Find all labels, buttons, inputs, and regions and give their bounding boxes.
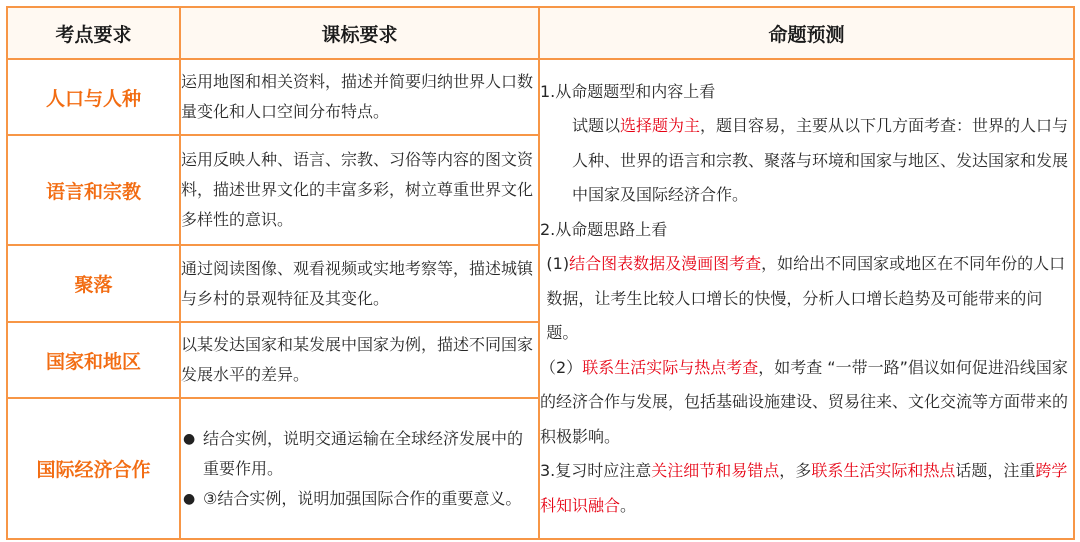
header-standard: 课标要求 bbox=[180, 7, 539, 59]
text-run: ，如考查 “一带一路”倡议如何促进沿线国家的经济合作与发展，包括基础设施建设、贸易往来、文化交流等方面带来的积极影响。 bbox=[540, 357, 1069, 446]
highlight-text: 联系生活实际与热点考查 bbox=[582, 357, 759, 377]
table-row bbox=[7, 59, 1074, 135]
prediction-heading-1: 1.从命题题型和内容上看 bbox=[540, 81, 716, 101]
text-run: 话题，注重 bbox=[955, 461, 1036, 481]
prediction-paragraph-2 bbox=[540, 247, 1073, 351]
requirement-cell: 以某发达国家和某发展中国家为例，描述不同国家发展水平的差异。 bbox=[180, 322, 539, 398]
header-topic: 考点要求 bbox=[7, 7, 180, 59]
highlight-text: 选择题为主 bbox=[620, 116, 701, 136]
text-run: ，题目容易，主要从以下几方面考查：世界的人口与人种、世界的语言和宗教、聚落与环境和国家与地区、发达国家和发展中国家及国际经济合作。 bbox=[572, 116, 1069, 205]
highlight-text: 跨学科知识融合 bbox=[540, 461, 1068, 515]
prediction-cell bbox=[539, 59, 1074, 539]
topic-cell: 语言和宗教 bbox=[7, 135, 180, 245]
topic-cell: 国家和地区 bbox=[7, 322, 180, 398]
requirement-list bbox=[181, 424, 538, 514]
prediction-paragraph-3 bbox=[540, 351, 1073, 455]
bullet-icon: ● bbox=[183, 430, 196, 447]
text-run: 。 bbox=[620, 495, 637, 515]
list-item bbox=[181, 424, 538, 484]
list-item bbox=[181, 484, 538, 514]
requirement-cell: 通过阅读图像、观看视频或实地考察等，描述城镇与乡村的景观特征及其变化。 bbox=[180, 245, 539, 322]
bullet-icon: ● bbox=[183, 490, 196, 507]
highlight-text: 联系生活实际和热点 bbox=[811, 461, 956, 481]
topic-cell: 国际经济合作 bbox=[7, 398, 180, 539]
highlight-text: 结合图表数据及漫画图考查 bbox=[569, 254, 762, 274]
header-row bbox=[7, 7, 1074, 59]
text-run: ，如给出不同国家或地区在不同年份的人口数据，让考生比较人口增长的快慢，分析人口增长趋势及可能带来的问题。 bbox=[546, 254, 1066, 343]
topic-cell: 人口与人种 bbox=[7, 59, 180, 135]
prediction-paragraph-1 bbox=[540, 109, 1073, 213]
prediction-paragraph-4 bbox=[540, 454, 1073, 523]
prediction-heading-2: 2.从命题思路上看 bbox=[540, 219, 668, 239]
text-run: ，多 bbox=[779, 461, 812, 481]
header-prediction: 命题预测 bbox=[539, 7, 1074, 59]
text-run: 试题以 bbox=[572, 116, 621, 136]
highlight-text: 关注细节和易错点 bbox=[651, 461, 780, 481]
requirement-cell bbox=[180, 398, 539, 539]
requirement-cell: 运用反映人种、语言、宗教、习俗等内容的图文资料，描述世界文化的丰富多彩，树立尊重世界文化多样性的意识。 bbox=[180, 135, 539, 245]
text-run: (1) bbox=[546, 254, 570, 274]
exam-analysis-table bbox=[6, 6, 1075, 540]
text-run: 3.复习时应注意 bbox=[540, 461, 652, 481]
text-run: （2） bbox=[540, 357, 583, 377]
requirement-cell: 运用地图和相关资料，描述并简要归纳世界人口数量变化和人口空间分布特点。 bbox=[180, 59, 539, 135]
list-item-text: 结合实例，说明交通运输在全球经济发展中的重要作用。 bbox=[203, 428, 524, 478]
list-item-text: ③结合实例，说明加强国际合作的重要意义。 bbox=[203, 488, 522, 508]
topic-cell: 聚落 bbox=[7, 245, 180, 322]
